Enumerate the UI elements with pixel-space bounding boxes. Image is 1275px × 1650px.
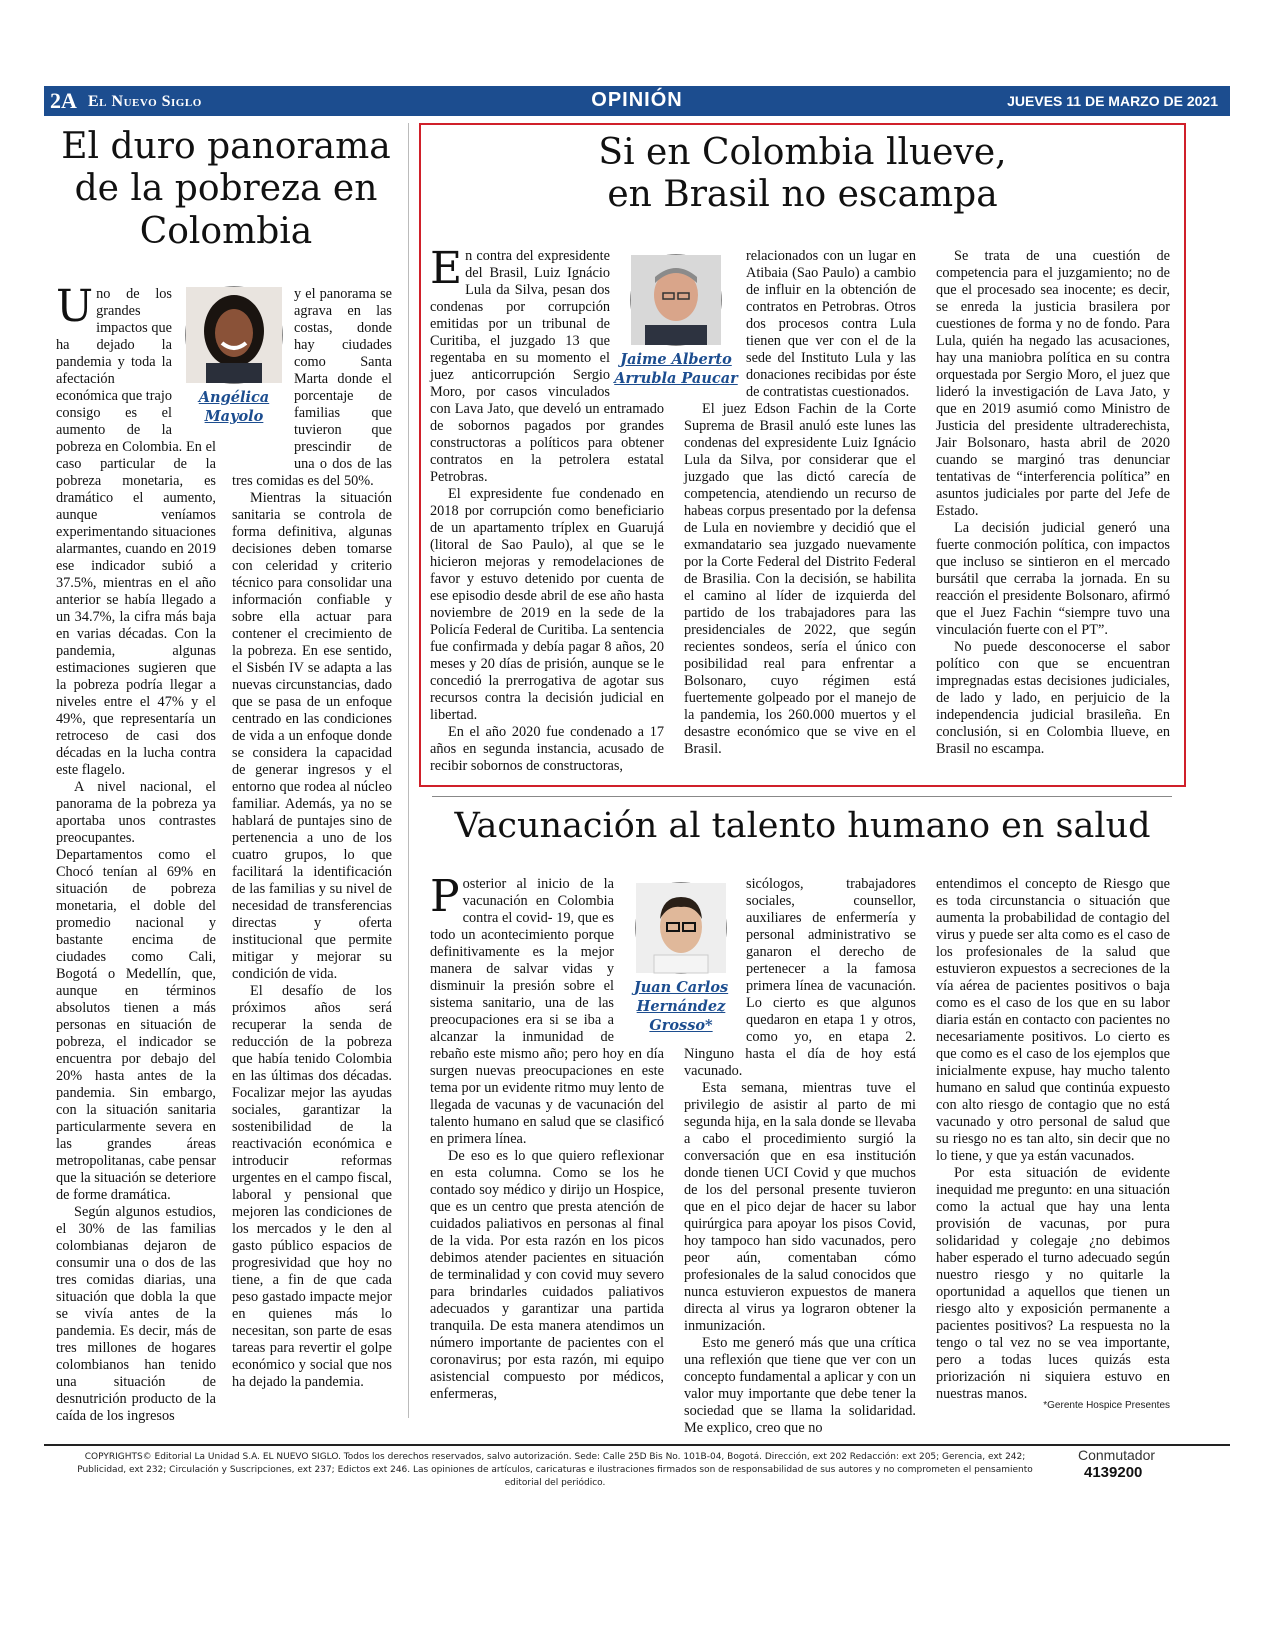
article2-paragraph: En el año 2020 fue condenado a 17 años en segunda instancia, acusado de recibir sobornos de constructoras, [430, 724, 664, 774]
footer-copyright: COPYRIGHTS© Editorial La Unidad S.A. EL NUEVO SIGLO. Todos los derechos reservados, salvo autorización. Sede: Calle 25D Bis No. 101B-04, Bogotá. Dirección, ext 202 Redacción: ext 205; Gerencia, ext 242; Publicidad, ext 232; Circulación y Suscripciones, ext 237; Edictos ext 246. Las opiniones de artículos, caricaturas e ilustraciones firmados son de responsabilidad de sus autores y no comprometen el pensamiento editorial del periódico. [77, 1452, 1033, 1488]
column-divider [408, 123, 409, 1418]
article1-paragraph: Según algunos estudios, el 30% de las familias colombianas dejaron de consumir una o dos de las tres comidas diarias, una situación que dobla la que se vivía antes de la pandemia. Es decir, más de tres millones de hogares colombianos han tenido una situación de desnutrición producto de la caída de los ingresos [56, 1204, 216, 1424]
article1-paragraph: A nivel nacional, el panorama de la pobreza ya aportaba unos contrastes preocupantes. Departamentos como el Chocó tenían al 69% en situación de pobreza monetaria, el doble del promedio nacional y bastante encima de ciudades como Cali, Bogotá o Medellín, que, aunque en términos absolutos tienen a más personas en situación de pobreza, el indicador se encuentra por debajo del 20% hasta antes de la pandemia. Sin embargo, con la situación sanitaria particularmente severa en las grandes áreas metropolitanas, cabe pensar que la situación se deteriore de forme dramática. [56, 779, 216, 1203]
article2-paragraph: El expresidente fue condenado en 2018 por corrupción como beneficiario de un apartamento tríplex en Guarujá (litoral de Sao Paulo), al que se le hicieron mejoras y remodelaciones de favor y estuvo detenido por cuenta de ese episodio desde abril de ese año hasta noviembre de 2019 en la sede de la Policía Federal de Curitiba. La sentencia fue confirmada y debía pagar 8 años, 20 meses y 20 días de prisión, aunque se le concedió la prerrogativa de agotar sus recursos contra la decisión judicial en libertad. [430, 486, 664, 723]
article2-headline-line2: en Brasil no escampa [607, 174, 998, 216]
section-separator [432, 796, 1172, 797]
article3-column-2 [684, 876, 916, 1436]
article3-paragraph: Esto me generó más que una crítica una reflexión que tiene que ver con un concepto fundamental a aplicar y con un valor muy importante que debe tener la sociedad que se llama la solidaridad. Me explico, creo que no [684, 1335, 916, 1436]
drop-cap: P [430, 871, 460, 922]
issue-date: JUEVES 11 DE MARZO DE 2021 [1007, 93, 1218, 109]
article2-headline-line1: Si en Colombia llueve, [598, 132, 1007, 173]
article1-column-2 [232, 286, 392, 1411]
drop-cap: E [430, 243, 463, 294]
drop-cap: U [56, 281, 94, 332]
article2-paragraph: El juez Edson Fachin de la Corte Suprema de Brasil anuló este lunes las condenas del expresidente Luiz Ignácio Lula da Silva, por considerar que el juzgado que las dictó carecía de competencia, atendiendo un recurso de habeas corpus presentado por la defensa de Lula en noviembre y decidió que el exmandatario sea juzgado nuevamente por la Corte Federal del Distrito Federal de Brasilia. Con la decisión, se habilita el camino al líder de izquierda del partido de los trabajadores para las presidenciales de 2022, que según recientes sondeos, sería el único con posibilidad real para enfrentar a Bolsonaro, cuyo régimen está fuertemente golpeado por el manejo de la pandemia, los 260.000 muertos y el desastre económico que se vive en el Brasil. [684, 401, 916, 757]
article2-paragraph: No puede desconocerse el sabor político con que se encuentran impregnadas estas decisiones judiciales, de lado y lado, en perjuicio de la independencia judicial brasileña. En conclusión, si en Colombia llueve, en Brasil no escampa. [936, 639, 1170, 757]
article2-column-3 [936, 248, 1170, 768]
newspaper-name: El Nuevo Siglo [88, 93, 202, 110]
article3-paragraph: sicólogos, trabajadores sociales, counsellor, auxiliares de enfermería y personal administrativo se ganaron el derecho de pertenecer a la famosa primera línea de vacunación. Lo cierto es que algunos quedaron en etapa 1 y otros, como yo, en etapa 2. Ninguno hasta el día de hoy está vacunado. [684, 876, 916, 1079]
article3-headline: Vacunación al talento humano en salud [454, 806, 1151, 846]
header-bar [44, 86, 1230, 116]
article2-column-2 [684, 248, 916, 768]
article3-paragraph: osterior al inicio de la vacunación en Colombia contra el covid- 19, que es todo un acontecimiento porque definitivamente es la mejor manera de salvar vidas y disminuir la presión sobre el sistema sanitario, una de las preocupaciones era si se iba a alcanzar la inmunidad de rebaño este mismo año; pero hoy en día surgen nuevas preocupaciones en este tema por un evidente ritmo muy lento de llegada de vacunas y de vacunación del talento humano en salud que se clasificó en primera línea. [430, 876, 664, 1147]
article2-headline [440, 132, 1165, 217]
article1-author-box [172, 286, 296, 454]
article1-author-name: Angélica Mayolo [198, 389, 270, 425]
article3-column-3 [936, 876, 1170, 1402]
article3-paragraph: Esta semana, mientras tuve el privilegio de asistir al parto de mi segunda hija, en la sala donde se llevaba a cabo el procedimiento surgió la conversación que en esa institución donde tienen UCI Covid y que muchos de los del personal presente tuvieron que en el pico dejar de hacer su labor quirúrgica para apoyar los pisos Covid, hoy tampoco han sido vacunados, pero peor aún, comentaban cómo profesionales de la salud conocidos que nunca estuvieron expuestos de manera directa al virus ya lograron obtener la inmunización. [684, 1080, 916, 1334]
article2-paragraph: relacionados con un lugar en Atibaia (Sao Paulo) a cambio de influir en la obtención de contratos en Petrobras. Otros dos procesos contra Lula tienen que ver con el de la sede del Instituto Lula y las donaciones recibidas por éste de contratistas cuestionados. [746, 248, 916, 400]
article3-paragraph: entendimos el concepto de Riesgo que es toda circunstancia o situación que aumenta la probabilidad de contagio del virus y puede ser alta como es el caso de los profesionales de la salud que estuvieron expuestos a secreciones de la vía aérea de pacientes positivos o baja como es el caso de los que en su labor diaria están en contacto con pacientes no necesariamente positivos. Lo cierto es que como es el caso de los ejemplos que inicialmente expuse, hay mucho talento humano en salud que continúa expuesto con alto riesgo de contagio que no está vacunado y otro personal de salud que su riesgo no es tan alto, sin decir que no lo tiene, y que ya están vacunados. [936, 876, 1170, 1164]
article2-paragraph: n contra del expresidente del Brasil, Luiz Ignácio Lula da Silva, pesan dos condenas por corrupción emitidas por un tribunal de Curitiba, el juzgado 13 que regentaba en su momento el juez anticorrupción Sergio Moro, por casos vinculados con Lava Jato, que develó un entramado de sobornos pagados por grandes constructoras a políticos para obtener contratos en la petrolera estatal Petrobras. [430, 248, 664, 485]
portrait-icon [186, 287, 282, 383]
article3-paragraph: De eso es lo que quiero reflexionar en esta columna. Como se los he contado soy médico y dirijo un Hospice, que es un centro que presta atención de cuidados paliativos en personas al final de la vida. Por esta razón en los picos debimos atender pacientes en situación de terminalidad y con covid muy severo para brindarles cuidados paliativos adecuados y garantizar una partida tranquila. De esta manera atendimos un número importante de pacientes con el coronavirus; por esta razón, mi equipo asistencial compuesto por médicos, enfermeras, [430, 1148, 664, 1402]
author-photo [185, 286, 283, 384]
article1-paragraph: y el panorama se agrava en las costas, donde hay ciudades como Santa Marta donde el porcentaje de familias que tuvieron que prescindir de una o dos de las tres comidas es del 50%. [232, 286, 392, 489]
article2-paragraph: La decisión judicial generó una fuerte conmoción política, con impactos que incluso se sintieron en el mercado bursátil que cerraba la jornada. En su reacción el presidente Bolsonaro, afirmó que el Juez Fachin “siempre tuvo una vinculación fuerte con el PT”. [936, 520, 1170, 638]
article3-footnote: *Gerente Hospice Presentes [1043, 1400, 1170, 1411]
article1-paragraph: no de los grandes impactos que ha dejado la pandemia y toda la afectación económica que trajo consigo es el aumento de la pobreza en Colombia. En el caso particular de la pobreza monetaria, es dramático el aumento, aunque veníamos experimentando situaciones alarmantes, cuando en 2019 ese indicador subió a 37.5%, mientras en el año anterior se había llegado a un 34.7%, la cifra más baja en varias décadas. Con la pandemia, algunas estimaciones sugieren que la pobreza podría llegar a niveles entre el 47% y el 49%, que representaría un retroceso de casi dos décadas en la lucha contra este flagelo. [56, 286, 216, 778]
article3-author-name: Juan Carlos Hernández Grosso* [633, 979, 729, 1034]
article1-headline: El duro panorama de la pobreza en Colombia [61, 126, 391, 252]
article1-column-1 [56, 281, 216, 1424]
article3-paragraph: Por esta situación de evidente inequidad me pregunto: en una situación como la actual que hay una lenta provisión de vacunas, por pura solidaridad y colegaje ¿no debimos haber esperado el turno adecuado según nuestro riesgo y no quitarle la oportunidad a aquellos que tienen un riesgo alto y exposición permanente a pacientes positivos? La respuesta no la tengo o tal vez no se vea importante, pero a todas luces quizás esta priorización ni siquiera estuvo en nuestras manos. [936, 1165, 1170, 1402]
article2-paragraph: Se trata de una cuestión de competencia para el juzgamiento; no de que el procesado sea inocente; es decir, se enreda la justicia brasilera por cuestiones de forma y no de fondo. Para Lula, quién ha negado las acusaciones, hay una maniobra política en su contra orquestada por Sergio Moro, el juez que lideró la investigación de Lava Jato, y que en 2019 asumió como Ministro de Justicia del presidente ultraderechista, Jair Bolsonaro, hasta abril de 2020 cuando se marginó tras denunciar tentativas de “interferencia política” en asuntos judiciales por parte del Jefe de Estado. [936, 248, 1170, 519]
article2-author-name: Jaime Alberto Arrubla Paucar [614, 351, 738, 387]
article1-paragraph: Mientras la situación sanitaria se controla de forma definitiva, algunas decisiones deben tomarse con celeridad y criterio técnico para consolidar una información confiable y sobre ella actuar para contener el crecimiento de la pobreza. En ese sentido, el Sisbén IV se adapta a las nuevas circunstancias, dado que se pasa de un enfoque centrado en las condiciones de vida a un enfoque donde se considera la capacidad de generar ingresos y el entorno que rodea al núcleo familiar. Además, ya no se hablará de puntajes sino de pertenencia a uno de los cuatro grupos, lo que facilitará la identificación de las familias y su nivel de necesidad de transferencias directas y oferta institucional que permite mitigar y mejorar su condición de vida. [232, 490, 392, 982]
page-number: 2A [50, 88, 77, 113]
section-title: OPINIÓN [591, 89, 683, 111]
switchboard-number: 4139200 [1084, 1464, 1143, 1481]
switchboard-label: Conmutador [1078, 1447, 1156, 1463]
footer-rule [44, 1444, 1230, 1446]
article1-paragraph: El desafío de los próximos años será recuperar la senda de reducción de la pobreza que había tenido Colombia en las últimas dos décadas. Focalizar mejor las ayudas sociales, garantizar la sostenibilidad de la reactivación económica e introducir reformas urgentes en el campo fiscal, laboral y pensional que mejoren las condiciones de los mercados y le den al gasto público espacios de progresividad que hoy no tiene, a fin de que cada peso gastado impacte mejor en quienes más lo necesitan, son parte de esas tareas para revertir el golpe económico y social que nos ha dejado la pandemia. [232, 983, 392, 1390]
